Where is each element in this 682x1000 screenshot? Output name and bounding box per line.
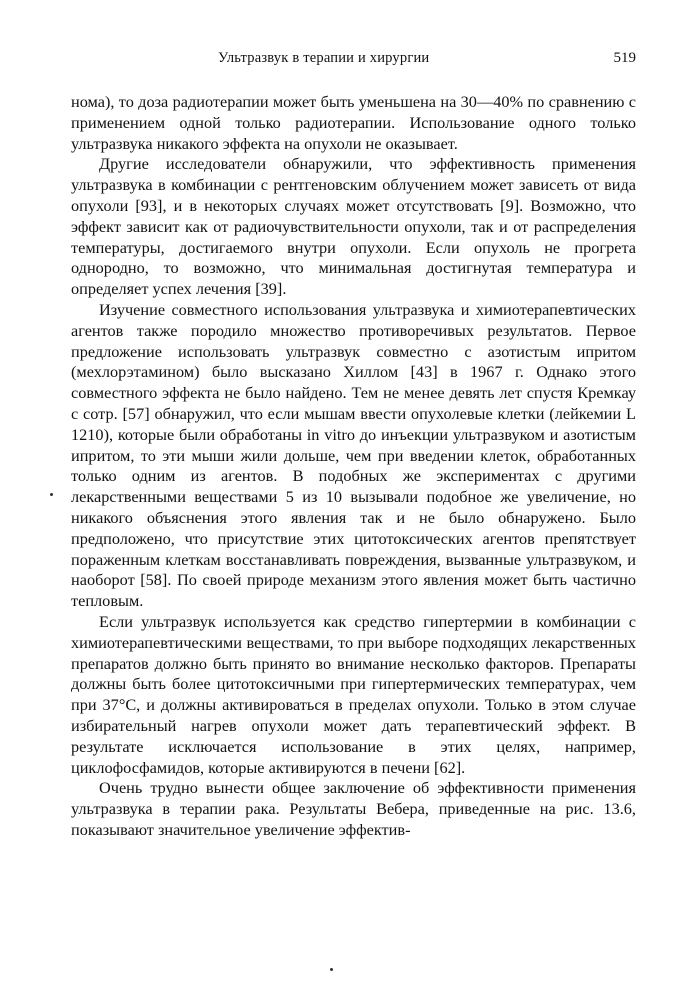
scan-speck-left bbox=[50, 493, 53, 496]
body-text bbox=[71, 92, 636, 841]
paragraph-3: Изучение совместного использования ультразвука и химиотерапевтических агентов также породило множество противоречивых результатов. Первое предложение использовать ультразвук совместно с азотистым ипритом (мехлорэтамином) было высказано Хиллом [43] в 1967 г. Однако этого совместного эффекта не было найдено. Тем не менее девять лет спустя Кремкау с сотр. [57] обнаружил, что если мышам ввести опухолевые клетки (лейкемии L 1210), которые были обработаны in vitro до инъекции ультразвуком и азотистым ипритом, то эти мыши жили дольше, чем при введении клеток, обработанных только одним из агентов. В подобных же экспериментах с другими лекарственными веществами 5 из 10 вызывали подобное же увеличение, но никакого объяснения этого явления так и не было обнаружено. Было предположено, что присутствие этих цитотоксических агентов препятствует пораженным клеткам восстанавливать повреждения, вызванные ультразвуком, и наоборот [58]. По своей природе механизм этого явления может быть частично тепловым. bbox=[71, 299, 636, 611]
paragraph-4: Если ультразвук используется как средство гипертермии в комбинации с химиотерапевтическими веществами, то при выборе подходящих лекарственных препаратов должно быть принято во внимание несколько факторов. Препараты должны быть более цитотоксичными при гипертермических температурах, чем при 37°С, и должны активироваться в пределах опухоли. Только в этом случае избирательный нагрев опухоли может дать терапевтический эффект. В результате исключается использование в этих целях, например, циклофосфамидов, которые активируются в печени [62]. bbox=[71, 611, 636, 777]
running-title: Ультразвук в терапии и хирургии bbox=[218, 50, 430, 66]
paragraph-2: Другие исследователи обнаружили, что эффективность применения ультразвука в комбинации с рентгеновским облучением может зависеть от вида опухоли [93], и в некоторых случаях может отсутствовать [9]. Возможно, что эффект зависит как от радиочувствительности опухоли, так и от распределения температуры, достигаемого внутри опухоли. Если опухоль не прогрета однородно, то возможно, что минимальная достигнутая температура и определяет успех лечения [39]. bbox=[71, 154, 636, 299]
scan-speck-bottom bbox=[330, 968, 333, 971]
paragraph-5: Очень трудно вынести общее заключение об эффективности применения ультразвука в терапии рака. Результаты Вебера, приведенные на рис. 13.6, показывают значительное увеличение эффектив- bbox=[71, 778, 636, 839]
paragraph-1-continued: нома), то доза радиотерапии может быть уменьшена на 30—40% по сравнению с применением одной только радиотерапии. Использование одного только ультразвука никакого эффекта на опухоли не оказывает. bbox=[71, 92, 636, 153]
page-number: 519 bbox=[613, 50, 636, 66]
